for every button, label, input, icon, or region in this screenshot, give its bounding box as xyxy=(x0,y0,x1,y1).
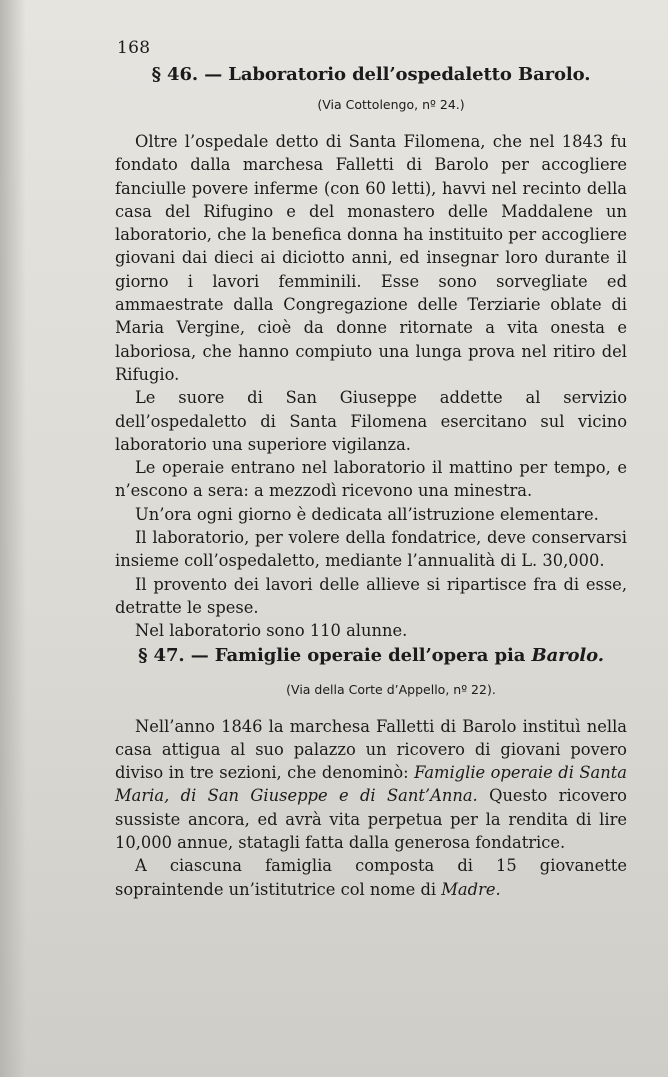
page-content xyxy=(115,62,627,901)
section-46-paragraph: Il laboratorio, per volere della fondatrice, deve conservarsi insieme coll’ospedaletto, mediante l’annualità di L. 30,000. xyxy=(115,528,627,571)
section-46-title: § 46. — Laboratorio dell’ospedaletto Barolo. xyxy=(151,64,591,85)
paragraph-text: A ciascuna famiglia composta di 15 giovanette sopraintende un’istitutrice col nome di xyxy=(115,856,627,899)
section-47-paragraph xyxy=(115,854,627,901)
page-gutter-shadow xyxy=(0,0,26,1077)
section-47-title xyxy=(115,643,627,669)
section-46-paragraph: Oltre l’ospedale detto di Santa Filomena, che nel 1843 fu fondato dalla marchesa Falletti di Barolo per accogliere fanciulle povere inferme (con 60 letti), havvi nel recinto della casa del Rifugino e del monastero delle Maddalene un laboratorio, che la benefica donna ha instituito per accogliere giovani dai dieci ai diciotto anni, ed insegnar loro durante il giorno i lavori femminili. Esse sono sorvegliate ed ammaestrate dalla Congregazione delle Terziarie oblate di Maria Vergine, cioè da donne ritornate a vita onesta e laboriosa, che hanno compiuto una lunga prova nel ritiro del Rifugio. xyxy=(115,132,627,384)
section-47-title-text: § 47. — Famiglie operaie dell’opera pia xyxy=(138,644,532,666)
paragraph-text: Questo ricovero sussiste ancora, ed avrà vita perpetua per la rendita di lire 10,000 annue, statagli fatta dalla generosa fondatrice. xyxy=(115,786,627,853)
page-number: 168 xyxy=(117,38,151,58)
section-46-paragraph: Il provento dei lavori delle allieve si ripartisce fra di esse, detratte le spese. xyxy=(115,574,627,617)
section-46-address: (Via Cottolengo, nº 24.) xyxy=(317,97,465,112)
section-47-title-italic: Barolo. xyxy=(531,644,604,666)
section-47-address: (Via della Corte d’Appello, nº 22). xyxy=(286,681,496,697)
section-47-paragraph xyxy=(115,715,627,855)
section-46-paragraph: Le suore di San Giuseppe addette al servizio dell’ospedaletto di Santa Filomena esercitano sul vicino laboratorio una superiore vigilanza. xyxy=(115,388,627,454)
section-46-paragraph: Un’ora ogni giorno è dedicata all’istruzione elementare. xyxy=(135,504,599,524)
section-46-paragraph: Nel laboratorio sono 110 alunne. xyxy=(135,621,408,641)
paragraph-italic-names: Famiglie operaie di Santa Maria, di San Giuseppe e di Sant’Anna. xyxy=(115,763,627,806)
paragraph-italic-term: Madre. xyxy=(441,879,501,899)
paragraph-text: Nell’anno 1846 la marchesa Falletti di Barolo instituì nella casa attigua al suo palazzo un ricovero di giovani povero diviso in tre sezioni, che denominò: xyxy=(115,716,627,783)
section-46-paragraph: Le operaie entrano nel laboratorio il mattino per tempo, e n’escono a sera: a mezzodì ricevono una minestra. xyxy=(115,458,627,501)
